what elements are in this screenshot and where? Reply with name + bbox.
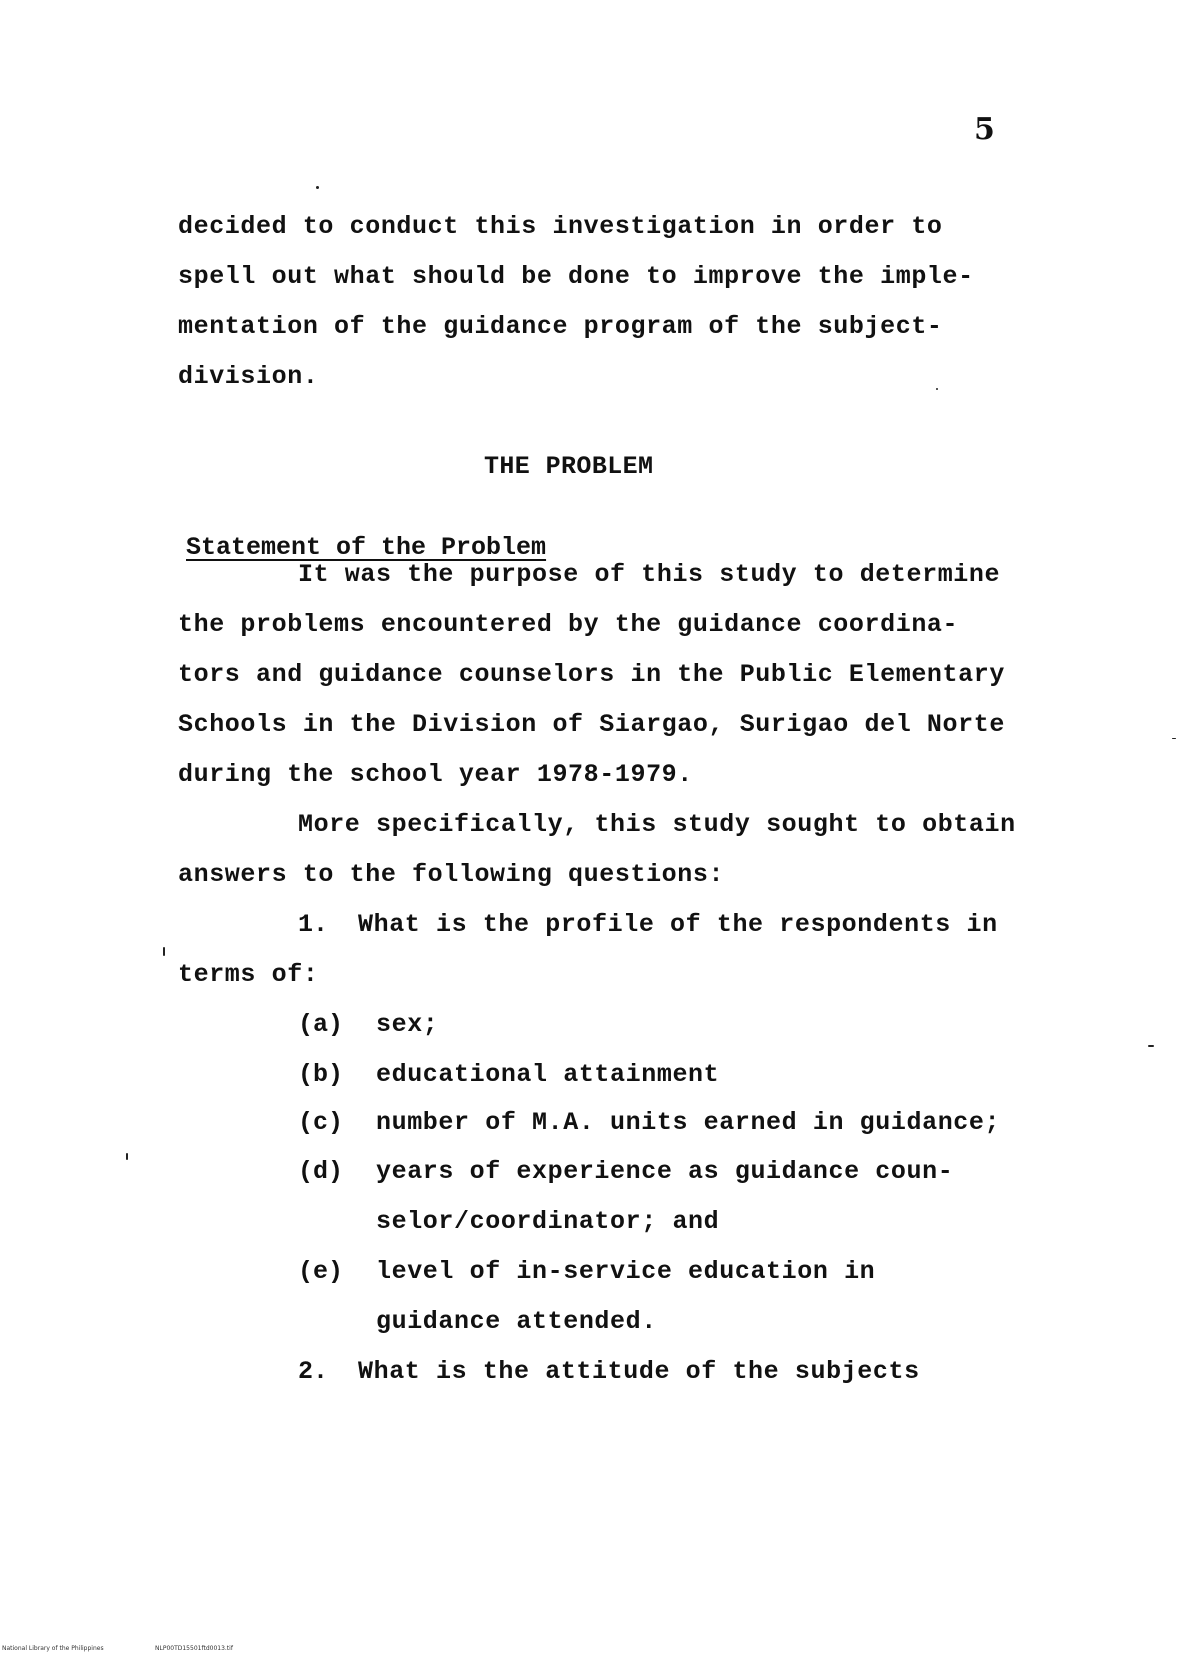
footer-library: National Library of the Philippines bbox=[2, 1645, 104, 1652]
question1-number: 1. bbox=[298, 910, 329, 939]
list-item-label: (a) bbox=[298, 1010, 344, 1039]
paragraph2-line: answers to the following questions: bbox=[178, 860, 725, 889]
intro-line: division. bbox=[178, 362, 319, 391]
intro-line: mentation of the guidance program of the subject- bbox=[178, 312, 943, 341]
scan-speck bbox=[316, 186, 319, 189]
footer-file: NLP00TD15501ftd0013.tif bbox=[155, 1645, 233, 1652]
paragraph1-line: the problems encountered by the guidance coordina- bbox=[178, 610, 959, 639]
scan-speck bbox=[936, 388, 938, 390]
list-item-text: level of in-service education in bbox=[376, 1257, 876, 1286]
list-item-label: (c) bbox=[298, 1108, 344, 1137]
intro-line: decided to conduct this investigation in order to bbox=[178, 212, 943, 241]
question2-text: What is the attitude of the subjects bbox=[358, 1357, 920, 1386]
paragraph2-line: More specifically, this study sought to obtain bbox=[298, 810, 1016, 839]
list-item-text: educational attainment bbox=[376, 1060, 720, 1089]
list-item-text: selor/coordinator; and bbox=[376, 1207, 720, 1236]
list-item-text: years of experience as guidance coun- bbox=[376, 1157, 954, 1186]
paragraph1-line: tors and guidance counselors in the Public Elementary bbox=[178, 660, 1005, 689]
list-item-label: (b) bbox=[298, 1060, 344, 1089]
scan-speck bbox=[163, 947, 165, 956]
list-item-text: guidance attended. bbox=[376, 1307, 657, 1336]
question2-number: 2. bbox=[298, 1357, 329, 1386]
scan-speck bbox=[1172, 738, 1176, 739]
paragraph1-line: It was the purpose of this study to determine bbox=[298, 560, 1001, 589]
list-item-label: (d) bbox=[298, 1157, 344, 1186]
subsection-heading: Statement of the Problem bbox=[186, 533, 547, 562]
list-item-text: sex; bbox=[376, 1010, 439, 1039]
list-item-text: number of M.A. units earned in guidance; bbox=[376, 1108, 1001, 1137]
list-item-label: (e) bbox=[298, 1257, 344, 1286]
page-number: 5 bbox=[974, 112, 995, 147]
intro-line: spell out what should be done to improve the imple- bbox=[178, 262, 974, 291]
scan-speck bbox=[1148, 1045, 1154, 1047]
scan-speck bbox=[126, 1153, 128, 1160]
paragraph1-line: Schools in the Division of Siargao, Surigao del Norte bbox=[178, 710, 1005, 739]
section-heading: THE PROBLEM bbox=[484, 452, 654, 481]
paragraph1-line: during the school year 1978-1979. bbox=[178, 760, 693, 789]
question1-text: terms of: bbox=[178, 960, 319, 989]
question1-text: What is the profile of the respondents in bbox=[358, 910, 998, 939]
